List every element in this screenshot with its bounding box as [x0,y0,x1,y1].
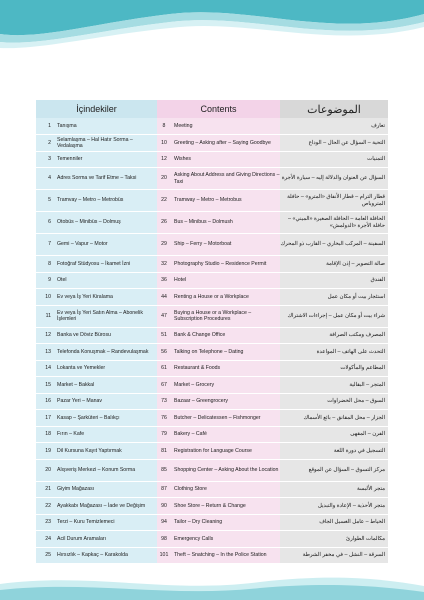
row-arabic-title: السؤال عن العنوان والدلالة إليه – سيارة الأجرة [280,168,388,190]
row-page-number: 32 [157,256,171,273]
table-row [36,135,388,152]
row-arabic-title: التسجيل في دورة اللغة [280,443,388,460]
row-page-number: 85 [157,459,171,481]
row-page-number: 8 [157,118,171,135]
row-number: 21 [36,481,54,498]
row-page-number: 98 [157,531,171,548]
row-number: 10 [36,289,54,306]
row-english-title: Clothing Store [171,481,280,498]
row-arabic-title: التحدث على الهاتف – المواعدة [280,344,388,361]
row-turkish-title: Kasap – Şarküteri – Balıkçı [54,410,157,427]
table-row [36,459,388,481]
row-page-number: 67 [157,377,171,394]
toc-header-row [36,100,388,118]
row-page-number: 61 [157,360,171,377]
row-number: 9 [36,272,54,289]
row-turkish-title: Hırsızlık – Kapkaç – Karakolda [54,547,157,564]
row-english-title: Asking About Address and Giving Directions – Taxi [171,168,280,190]
table-row [36,256,388,273]
header-arabic: الموضوعات [280,100,388,118]
row-number: 8 [36,256,54,273]
row-turkish-title: Tramvay – Metro – Metrobüs [54,190,157,212]
table-row [36,190,388,212]
row-english-title: Bank & Change Office [171,327,280,344]
row-number: 25 [36,547,54,564]
row-turkish-title: Giyim Mağazası [54,481,157,498]
row-arabic-title: مكالمات الطوارئ [280,531,388,548]
row-arabic-title: الفرن – المقهى [280,426,388,443]
row-page-number: 10 [157,135,171,152]
row-arabic-title: الفندق [280,272,388,289]
row-page-number: 94 [157,514,171,531]
row-page-number: 56 [157,344,171,361]
table-row [36,234,388,256]
row-arabic-title: الخياط – عامل الغسيل الجاف [280,514,388,531]
row-english-title: Buying a House or a Workplace – Subscription Procedures [171,305,280,327]
row-arabic-title: تعارف [280,118,388,135]
table-row [36,212,388,234]
row-page-number: 47 [157,305,171,327]
row-english-title: Shoe Store – Return & Change [171,498,280,515]
row-english-title: Butcher – Delicatessen – Fishmonger [171,410,280,427]
row-turkish-title: Alışveriş Merkezi – Konum Sorma [54,459,157,481]
table-row [36,443,388,460]
table-row [36,344,388,361]
row-number: 16 [36,393,54,410]
table-row [36,327,388,344]
row-arabic-title: صالة التصوير – إذن الإقامة [280,256,388,273]
row-english-title: Registration for Language Course [171,443,280,460]
row-page-number: 12 [157,151,171,168]
table-row [36,514,388,531]
row-arabic-title: متجر الألبسة [280,481,388,498]
row-english-title: Tailor – Dry Cleaning [171,514,280,531]
row-english-title: Market – Grocery [171,377,280,394]
row-number: 20 [36,459,54,481]
row-number: 5 [36,190,54,212]
row-turkish-title: Otel [54,272,157,289]
table-row [36,547,388,564]
row-english-title: Ship – Ferry – Motorboat [171,234,280,256]
row-english-title: Hotel [171,272,280,289]
row-english-title: Greeting – Asking after – Saying Goodbye [171,135,280,152]
row-number: 6 [36,212,54,234]
row-turkish-title: Tanışma [54,118,157,135]
row-arabic-title: استئجار بيت أو مكان عمل [280,289,388,306]
row-arabic-title: مركز التسوق – السؤال عن الموقع [280,459,388,481]
table-row [36,498,388,515]
row-number: 7 [36,234,54,256]
table-row [36,531,388,548]
row-page-number: 90 [157,498,171,515]
row-english-title: Photography Studio – Residence Permit [171,256,280,273]
header-english: Contents [157,100,280,118]
row-turkish-title: Fırın – Kafe [54,426,157,443]
table-row [36,289,388,306]
row-page-number: 22 [157,190,171,212]
row-number: 12 [36,327,54,344]
table-row [36,151,388,168]
row-turkish-title: Gemi – Vapur – Motor [54,234,157,256]
row-arabic-title: قطار الترام – قطار الأنفاق «المترو» – حافلة المتروباص [280,190,388,212]
row-number: 15 [36,377,54,394]
row-english-title: Restaurant & Foods [171,360,280,377]
row-page-number: 44 [157,289,171,306]
row-turkish-title: Dil Kursuna Kayıt Yaptırmak [54,443,157,460]
row-arabic-title: التمنيات [280,151,388,168]
row-english-title: Theft – Snatching – In the Police Station [171,547,280,564]
row-turkish-title: Pazar Yeri – Manav [54,393,157,410]
row-number: 18 [36,426,54,443]
row-number: 11 [36,305,54,327]
row-arabic-title: الجزار – محل المقانق – بائع الأسماك [280,410,388,427]
row-number: 22 [36,498,54,515]
header-turkish: İçindekiler [36,100,157,118]
row-number: 24 [36,531,54,548]
row-number: 1 [36,118,54,135]
row-arabic-title: التحية – السؤال عن الحال – الوداع [280,135,388,152]
table-of-contents [36,100,388,564]
row-arabic-title: المتجر – البقالية [280,377,388,394]
row-page-number: 26 [157,212,171,234]
row-number: 2 [36,135,54,152]
table-row [36,410,388,427]
row-arabic-title: السرقة – النشل – في مخفر الشرطة [280,547,388,564]
row-english-title: Shopping Center – Asking About the Location [171,459,280,481]
row-page-number: 29 [157,234,171,256]
row-arabic-title: المطاعم والمأكولات [280,360,388,377]
row-turkish-title: Telefonda Konuşmak – Randevulaşmak [54,344,157,361]
row-arabic-title: السوق – محل الخضراوات [280,393,388,410]
row-english-title: Emergency Calls [171,531,280,548]
row-english-title: Renting a House or a Workplace [171,289,280,306]
row-turkish-title: Terzi – Kuru Temizlemeci [54,514,157,531]
row-page-number: 73 [157,393,171,410]
row-turkish-title: Selamlaşma – Hal Hatır Sorma – Vedalaşma [54,135,157,152]
row-page-number: 20 [157,168,171,190]
row-page-number: 76 [157,410,171,427]
row-english-title: Bakery – Café [171,426,280,443]
row-arabic-title: الحافلة العامة – الحافلة الصغيرة «الميني» – حافلة الأجرة «الدولمش» [280,212,388,234]
row-english-title: Wishes [171,151,280,168]
top-wave-decoration [0,0,424,60]
table-row [36,272,388,289]
bottom-wave-decoration [0,568,424,600]
row-turkish-title: Ev veya İş Yeri Satın Alma – Abonelik İşlemleri [54,305,157,327]
row-page-number: 51 [157,327,171,344]
row-number: 23 [36,514,54,531]
row-turkish-title: Temenniler [54,151,157,168]
row-number: 13 [36,344,54,361]
row-english-title: Talking on Telephone – Dating [171,344,280,361]
row-arabic-title: السفينة – المركب البخاري – القارب ذو المحرك [280,234,388,256]
row-page-number: 79 [157,426,171,443]
table-row [36,377,388,394]
row-arabic-title: متجر الأحذية – الإعادة والتبديل [280,498,388,515]
row-number: 19 [36,443,54,460]
row-number: 14 [36,360,54,377]
row-turkish-title: Market – Bakkal [54,377,157,394]
row-page-number: 36 [157,272,171,289]
row-turkish-title: Ev veya İş Yeri Kiralama [54,289,157,306]
table-row [36,393,388,410]
row-turkish-title: Otobüs – Minibüs – Dolmuş [54,212,157,234]
table-row [36,305,388,327]
row-turkish-title: Fotoğraf Stüdyosu – İkamet İzni [54,256,157,273]
row-english-title: Tramway – Metro – Metrobus [171,190,280,212]
row-turkish-title: Lokanta ve Yemekler [54,360,157,377]
row-page-number: 87 [157,481,171,498]
row-turkish-title: Banka ve Döviz Bürosu [54,327,157,344]
table-row [36,360,388,377]
table-row [36,481,388,498]
table-row [36,118,388,135]
row-page-number: 81 [157,443,171,460]
row-arabic-title: المصرف ومكتب الصرافة [280,327,388,344]
row-turkish-title: Adres Sorma ve Tarif Etme – Taksi [54,168,157,190]
row-turkish-title: Ayakkabı Mağazası – İade ve Değişim [54,498,157,515]
row-number: 4 [36,168,54,190]
row-page-number: 101 [157,547,171,564]
row-english-title: Bazaar – Greengrocery [171,393,280,410]
row-english-title: Bus – Minibus – Dolmush [171,212,280,234]
row-english-title: Meeting [171,118,280,135]
row-turkish-title: Acil Durum Aramaları [54,531,157,548]
table-row [36,168,388,190]
row-number: 17 [36,410,54,427]
table-row [36,426,388,443]
row-number: 3 [36,151,54,168]
row-arabic-title: شراء بيت أو مكان عمل – إجراءات الاشتراك [280,305,388,327]
